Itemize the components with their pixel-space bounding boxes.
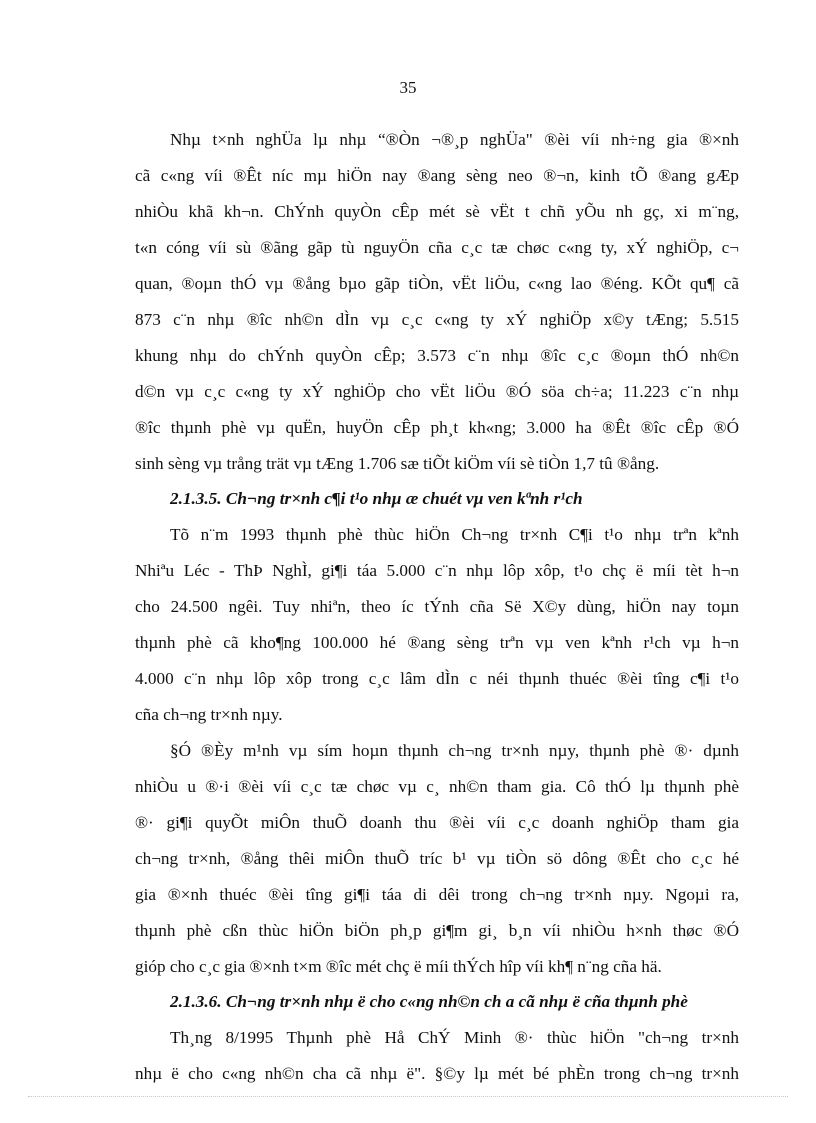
text-line: d©n vµ c¸c c«ng ty xÝ nghiÖp cho vËt liÖu ®Ó söa ch÷a; 11.223 c¨n nhµ xyxy=(135,382,739,401)
text-line: Tõ n¨m 1993 thµnh phè thùc hiÖn Ch¬ng tr×nh C¶i t¹o nhµ trªn kªnh xyxy=(170,525,739,544)
text-line: ch¬ng tr×nh, ®ång thêi miÔn thuÕ tríc b¹ vµ tiÒn sö dông ®Êt cho c¸c hé xyxy=(135,849,739,868)
section-heading: 2.1.3.6. Ch¬ng tr×nh nhµ ë cho c«ng nh©n ch a cã nhµ ë cña thµnh phè xyxy=(170,992,688,1011)
text-line: Th¸ng 8/1995 Thµnh phè Hå ChÝ Minh ®· thùc hiÖn "ch¬ng tr×nh xyxy=(170,1028,739,1047)
text-line: thµnh phè cã kho¶ng 100.000 hé ®ang sèng trªn vµ ven kªnh r¹ch vµ h¬n xyxy=(135,633,739,652)
text-line: t«n cóng víi sù ®ãng gãp tù nguyÖn cña c¸c tæ chøc c«ng ty, xÝ nghiÖp, c¬ xyxy=(135,238,739,257)
text-line: gióp cho c¸c gia ®×nh t×m ®îc mét chç ë míi thÝch hîp víi kh¶ n¨ng cña hä. xyxy=(135,957,662,976)
text-line: quan, ®oµn thÓ vµ ®ång bµo gãp tiÒn, vËt liÖu, c«ng lao ®éng. KÕt qu¶ cã xyxy=(135,274,739,293)
text-line: ®îc thµnh phè vµ quËn, huyÖn cÊp ph¸t kh«ng; 3.000 ha ®Êt ®îc cÊp ®Ó xyxy=(135,418,739,437)
page-bottom-rule xyxy=(28,1096,788,1097)
text-line: khung nhµ do chÝnh quyÒn cÊp; 3.573 c¨n nhµ ®îc c¸c ®oµn thÓ nh©n xyxy=(135,346,739,365)
text-line: sinh sèng vµ trång trät vµ tÆng 1.706 sæ tiÕt kiÖm víi sè tiÒn 1,7 tû ®ång. xyxy=(135,454,660,473)
text-line: nhµ ë cho c«ng nh©n cha cã nhµ ë". §©y lµ mét bé phÈn trong ch¬ng tr×nh xyxy=(135,1064,739,1083)
text-line: 4.000 c¨n nhµ lôp xôp trong c¸c lâm dÌn c néi thµnh thuéc ®èi tîng c¶i t¹o xyxy=(135,669,739,688)
section-heading: 2.1.3.5. Ch¬ng tr×nh c¶i t¹o nhµ æ chuét vµ ven kªnh r¹ch xyxy=(170,489,583,508)
text-line: cña ch¬ng tr×nh nµy. xyxy=(135,705,283,724)
text-line: cho 24.500 ngêi. Tuy nhiªn, theo íc tÝnh cña Së X©y dùng, hiÖn nay toµn xyxy=(135,597,739,616)
text-line: nhiÒu u ®·i ®èi víi c¸c tæ chøc vµ c¸ nh©n tham gia. Cô thÓ lµ thµnh phè xyxy=(135,777,739,796)
page-number: 35 xyxy=(399,78,417,97)
text-line: cã c«ng víi ®Êt níc mµ hiÖn nay ®ang sèng neo ®¬n, kinh tÕ ®ang gÆp xyxy=(135,166,739,185)
text-line: thµnh phè cßn thùc hiÖn biÖn ph¸p gi¶m gi¸ b¸n víi nhiÒu h×nh thøc ®Ó xyxy=(135,921,739,940)
text-line: §Ó ®Èy m¹nh vµ sím hoµn thµnh ch¬ng tr×nh nµy, thµnh phè ®· dµnh xyxy=(170,741,739,760)
text-line: nhiÒu khã kh¬n. ChÝnh quyÒn cÊp mét sè vËt t chñ yÕu nh gç, xi m¨ng, xyxy=(135,202,739,221)
text-line: Nhiªu Léc - ThÞ NghÌ, gi¶i táa 5.000 c¨n nhµ lôp xôp, t¹o chç ë míi tèt h¬n xyxy=(135,561,739,580)
text-line: 873 c¨n nhµ ®îc nh©n dÌn vµ c¸c c«ng ty xÝ nghiÖp x©y tÆng; 5.515 xyxy=(135,310,739,329)
text-line: gia ®×nh thuéc ®èi tîng gi¶i táa di dêi trong ch¬ng tr×nh nµy. Ngoµi ra, xyxy=(135,885,739,904)
text-line: Nhµ t×nh nghÜa lµ nhµ “®Òn ¬®¸p nghÜa" ®èi víi nh÷ng gia ®×nh xyxy=(170,130,739,149)
text-line: ®· gi¶i quyÕt miÔn thuÕ doanh thu ®èi víi c¸c doanh nghiÖp tham gia xyxy=(135,813,739,832)
